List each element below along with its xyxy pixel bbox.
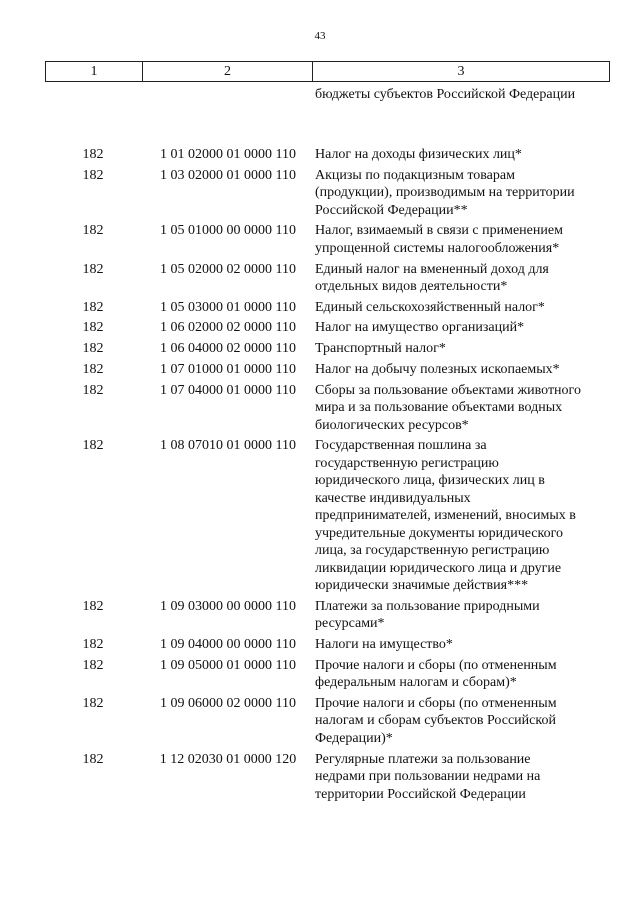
revenue-name-line: учредительные документы юридического (315, 525, 564, 541)
budget-code-cell: 1 05 02000 02 0000 110 (160, 261, 296, 277)
revenue-name-line: юридического лица, физических лиц в (315, 473, 545, 489)
admin-code-cell: 182 (82, 147, 104, 162)
budget-code-cell: 1 09 06000 02 0000 110 (160, 695, 296, 711)
revenue-name-line: Налог на доходы физических лиц* (315, 147, 522, 162)
revenue-name-cell (315, 340, 609, 358)
budget-code-cell: 1 07 01000 01 0000 110 (160, 361, 296, 377)
revenue-name-line: Российской Федерации** (315, 202, 468, 218)
admin-code-cell: 182 (82, 438, 104, 454)
table-row (45, 361, 609, 379)
revenue-name-line: недрами при пользовании недрами на (315, 769, 541, 785)
revenue-name-line: лица, за государственную регистрацию (315, 543, 550, 559)
revenue-name-line: Прочие налоги и сборы (по отмененным (315, 695, 557, 711)
table-body (45, 146, 609, 803)
revenue-name-line: ресурсами* (315, 616, 385, 632)
budget-code-cell: 1 07 04000 01 0000 110 (160, 382, 296, 398)
table-row (45, 261, 609, 296)
table-row (45, 751, 609, 804)
revenue-name-cell (315, 167, 609, 220)
table-row (45, 695, 609, 748)
admin-code-cell: 182 (82, 657, 104, 673)
table-row (45, 437, 609, 595)
budget-code-cell: 1 12 02030 01 0000 120 (159, 751, 297, 767)
revenue-name-line: Налог, взимаемый в связи с применением (315, 223, 563, 239)
table-row (45, 598, 609, 633)
revenue-name-line: биологических ресурсов* (315, 417, 469, 433)
table-row (45, 657, 609, 692)
revenue-name-cell (315, 146, 609, 164)
budget-code-cell: 1 09 05000 01 0000 110 (160, 657, 296, 673)
revenue-name-line: Сборы за пользование объектами животного (315, 382, 581, 398)
revenue-name-cell (315, 636, 609, 654)
table-row (45, 319, 609, 337)
header-col-3: 3 (313, 62, 610, 82)
budget-code-cell: 1 09 04000 00 0000 110 (160, 637, 296, 653)
revenue-name-cell (315, 437, 609, 595)
budget-code-cell: 1 01 02000 01 0000 110 (160, 147, 296, 162)
revenue-name-line: Акцизы по подакцизным товарам (315, 167, 515, 183)
admin-code-cell: 182 (82, 382, 104, 398)
revenue-name-cell (315, 299, 609, 317)
revenue-name-line: качестве индивидуальных (315, 490, 471, 506)
revenue-name-line: мира и за пользование объектами водных (315, 400, 563, 415)
revenue-name-cell (315, 751, 609, 804)
table-row (45, 382, 609, 435)
revenue-name-line: ликвидации юридического лица и другие (315, 560, 562, 576)
revenue-name-line: юридически значимые действия*** (315, 578, 529, 594)
revenue-name-line: Регулярные платежи за пользование (315, 751, 531, 767)
revenue-name-line: (продукции), производимым на территории (315, 185, 575, 201)
budget-code-cell: 1 09 03000 00 0000 110 (160, 598, 296, 614)
revenue-name-cell (315, 361, 609, 379)
admin-code-cell: 182 (82, 598, 104, 614)
budget-code-cell: 1 05 03000 01 0000 110 (160, 299, 296, 315)
revenue-name-line: предпринимателей, изменений, вносимых в (315, 508, 576, 524)
table-row (45, 299, 609, 317)
admin-code-cell: 182 (82, 341, 104, 357)
revenue-name-cell (315, 598, 609, 633)
revenue-name-line: Федерации)* (315, 730, 393, 746)
budget-code-cell: 1 03 02000 01 0000 110 (160, 167, 296, 183)
revenue-name-line: федеральным налогам и сборам)* (315, 675, 517, 691)
admin-code-cell: 182 (82, 320, 104, 336)
revenue-name-line: Государственная пошлина за (315, 438, 487, 454)
admin-code-cell: 182 (82, 223, 104, 239)
revenue-name-line: упрощенной системы налогообложения* (315, 240, 560, 256)
revenue-name-cell (315, 657, 609, 692)
revenue-name-line: территории Российской Федерации (315, 786, 526, 802)
revenue-name-line: Прочие налоги и сборы (по отмененным (315, 657, 557, 673)
admin-code-cell: 182 (82, 361, 104, 377)
continuation-text: бюджеты субъектов Российской Федерации (315, 87, 576, 102)
revenue-name-line: Транспортный налог* (315, 341, 446, 357)
table-row (45, 636, 609, 654)
budget-code-cell: 1 06 04000 02 0000 110 (160, 341, 296, 357)
table-row (45, 146, 609, 164)
revenue-name-line: Налог на добычу полезных ископаемых* (315, 361, 560, 377)
header-col-1: 1 (46, 62, 143, 82)
budget-code-cell: 1 05 01000 00 0000 110 (160, 223, 296, 239)
revenue-name-line: Налог на имущество организаций* (315, 320, 525, 336)
header-col-2: 2 (143, 62, 313, 82)
table-row (45, 222, 609, 257)
revenue-name-line: Единый налог на вмененный доход для (315, 261, 549, 277)
page-number: 43 (314, 30, 326, 42)
revenue-name-cell (315, 695, 609, 748)
revenue-name-line: Налоги на имущество* (315, 637, 453, 653)
revenue-name-cell (315, 382, 609, 435)
revenue-name-line: отдельных видов деятельности* (315, 279, 508, 295)
admin-code-cell: 182 (82, 637, 104, 653)
admin-code-cell: 182 (82, 751, 104, 767)
admin-code-cell: 182 (82, 299, 104, 315)
budget-code-cell: 1 06 02000 02 0000 110 (160, 320, 296, 336)
revenue-name-cell (315, 261, 609, 296)
revenue-name-line: Единый сельскохозяйственный налог* (315, 299, 545, 315)
revenue-name-line: налогам и сборам субъектов Российской (315, 713, 556, 729)
revenue-name-line: государственную регистрацию (315, 455, 499, 471)
revenue-name-cell (315, 222, 609, 257)
revenue-name-line: Платежи за пользование природными (315, 598, 540, 614)
admin-code-cell: 182 (82, 695, 104, 711)
table-row (45, 340, 609, 358)
admin-code-cell: 182 (82, 261, 104, 277)
table-row (45, 167, 609, 220)
budget-code-cell: 1 08 07010 01 0000 110 (160, 438, 296, 454)
table-header (45, 61, 610, 82)
admin-code-cell: 182 (82, 167, 104, 183)
revenue-name-cell (315, 319, 609, 337)
